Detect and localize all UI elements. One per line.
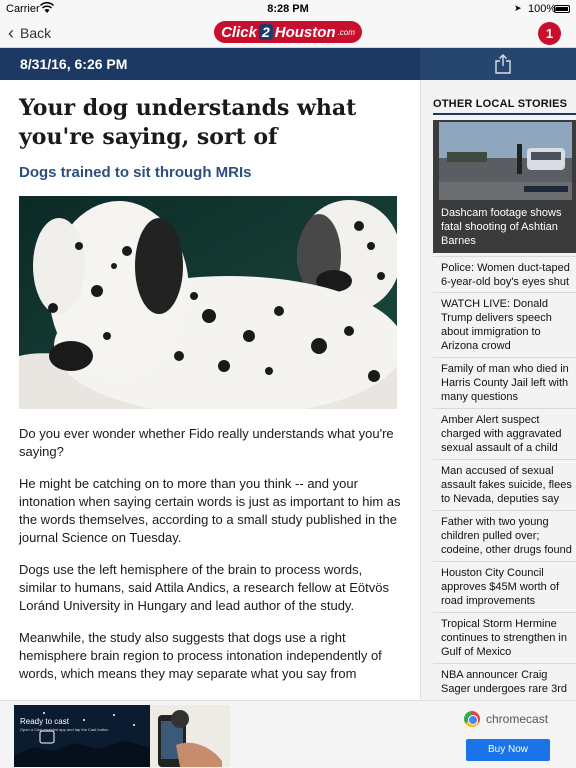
- article-subhead: Dogs trained to sit through MRIs: [19, 164, 252, 181]
- share-icon[interactable]: [494, 54, 512, 74]
- story-link[interactable]: [433, 459, 576, 506]
- featured-story-caption: Dashcam footage shows fatal shooting of Ashtian Barnes: [441, 207, 562, 247]
- back-button[interactable]: [8, 23, 51, 43]
- article-headline: Your dog understands what you're saying, sort of: [19, 95, 357, 150]
- story-title: Man accused of sexual assault fakes suicide, flees to Nevada, deputies say: [441, 465, 572, 505]
- article-paragraph: Do you ever wonder whether Fido really understands what you're saying?: [19, 426, 394, 459]
- ad-ready-to-cast-text: Ready to cast: [20, 717, 69, 726]
- featured-story[interactable]: [433, 120, 576, 253]
- logo-dotcom-text: .com: [337, 27, 355, 37]
- back-label: Back: [20, 25, 52, 41]
- dalmatians-illustration: [19, 196, 397, 409]
- battery-icon: [554, 5, 570, 13]
- click2houston-logo: [214, 21, 362, 43]
- story-link[interactable]: [433, 357, 576, 404]
- story-title: Amber Alert suspect charged with aggravated sexual assault of a child: [441, 414, 562, 454]
- navigation-bar: [0, 18, 576, 48]
- chromecast-brand: [464, 711, 548, 727]
- story-title: Tropical Storm Hermine continues to strengthen in Gulf of Mexico: [441, 618, 567, 658]
- story-link[interactable]: [433, 612, 576, 659]
- date-bar: [0, 48, 420, 80]
- story-title: Houston City Council approves $45M worth of road improvements: [441, 567, 560, 607]
- article-paragraph: Meanwhile, the study also suggests that dogs use a right hemisphere brain region to process intonation independently of words, which means they may separate what you say from: [19, 630, 382, 681]
- status-time: 8:28 PM: [267, 3, 309, 15]
- story-link[interactable]: [433, 510, 576, 557]
- ad-image-phone-hand: [150, 705, 230, 767]
- story-link[interactable]: [433, 561, 576, 608]
- sidebar-title: OTHER LOCAL STORIES: [433, 98, 568, 110]
- chevron-left-icon: ‹: [8, 23, 14, 43]
- notification-badge[interactable]: 1: [538, 22, 561, 45]
- battery-percent: 100%: [528, 3, 557, 15]
- other-local-stories-sidebar: [420, 80, 576, 700]
- story-title: Family of man who died in Harris County Jail left with many questions: [441, 363, 569, 403]
- location-arrow-icon: ➤: [514, 3, 522, 13]
- logo-two-text: 2: [259, 24, 273, 40]
- article-paragraph: Dogs use the left hemisphere of the brain to process words, similar to humans, said Attila Andics, a research fellow at Eötvös Loránd University in Hungary and lead author of the study.: [19, 562, 389, 613]
- buy-now-button[interactable]: Buy Now: [466, 739, 550, 761]
- article-content: [0, 80, 420, 700]
- ad-chromecast-cta: [458, 705, 562, 767]
- story-link[interactable]: [433, 256, 576, 289]
- logo-click-text: Click: [221, 23, 257, 41]
- story-title: NBA announcer Craig Sager undergoes rare 3rd: [441, 669, 567, 695]
- article-body: [19, 425, 403, 697]
- story-link[interactable]: [433, 408, 576, 455]
- story-link[interactable]: [433, 292, 576, 353]
- article-paragraph: He might be catching on to more than you think -- and your intonation when saying certain words is just as important to him as the words themselves, according to a small study published in the journal Science on Tuesday.: [19, 476, 401, 545]
- sidebar-divider: [433, 113, 576, 115]
- share-bar: [420, 48, 576, 80]
- ad-ready-to-cast-subtext: Open a Cast-enabled app and tap the Cast button: [20, 727, 109, 732]
- ad-image-ready-to-cast: [14, 705, 150, 767]
- article-photo-dalmatians: [19, 196, 397, 409]
- story-title: WATCH LIVE: Donald Trump delivers speech about immigration to Arizona crowd: [441, 298, 552, 352]
- story-title: Father with two young children pulled over; codeine, other drugs found: [441, 516, 572, 556]
- logo-houston-text: Houston: [274, 23, 336, 41]
- article-date: 8/31/16, 6:26 PM: [20, 56, 128, 72]
- chrome-icon: [464, 711, 480, 727]
- carrier-label: Carrier: [6, 3, 40, 15]
- chromecast-ad-banner[interactable]: [0, 700, 576, 768]
- story-title: Police: Women duct-taped 6-year-old boy's eyes shut: [441, 262, 570, 288]
- featured-story-thumbnail: [439, 122, 572, 200]
- chromecast-label: chromecast: [486, 712, 549, 726]
- story-link[interactable]: [433, 663, 576, 696]
- status-bar: [0, 0, 576, 18]
